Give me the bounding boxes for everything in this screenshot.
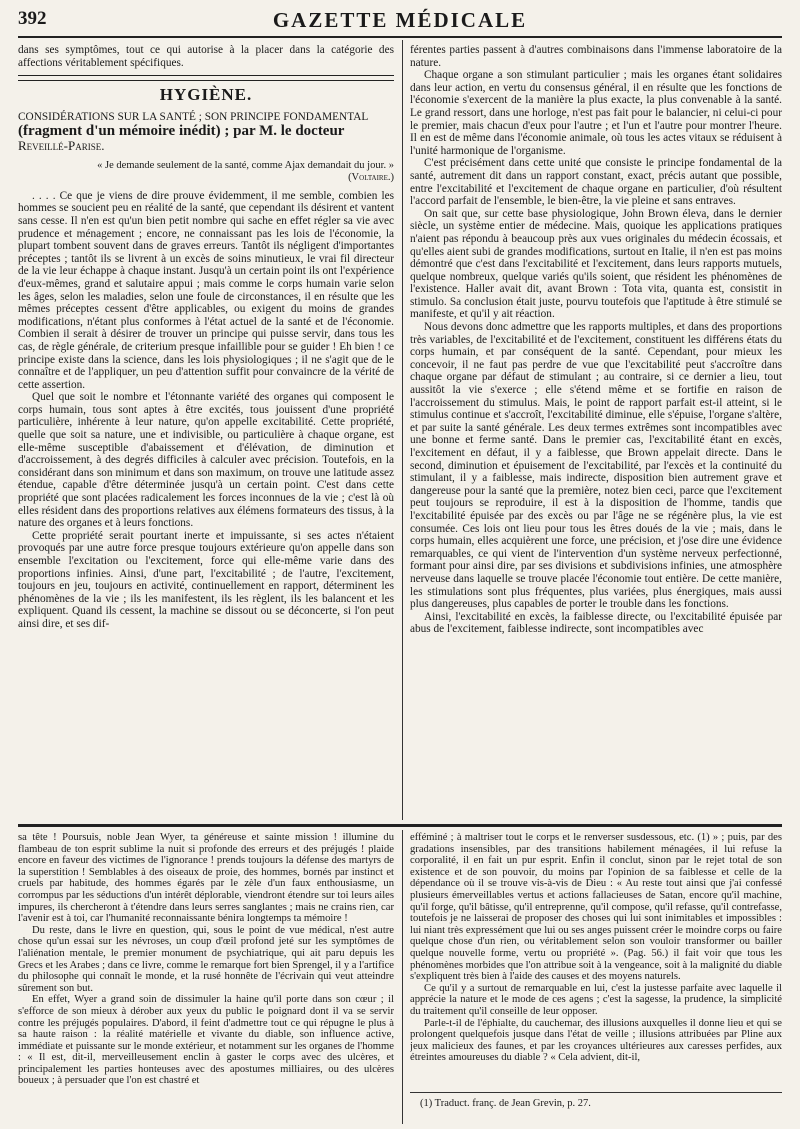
feuilleton-paragraph: Ce qu'il y a surtout de remarquable en lui, c'est la justesse parfaite avec laquelle il apprécie la nature et le mode de ces agens ; c'est la sagesse, la prudence, la simplicité du traitement qu'il conseille de leur opposer. — [410, 982, 782, 1017]
feuilleton-paragraph: Parle-t-il de l'éphialte, du cauchemar, des illusions auxquelles il donne lieu et qui se prolongent quelquefois jusque dans l'état de veille ; illusions attribuées par Pline aux jeux malicieux des faunes, et par les croyances ultérieures aux caresses perfides, aux étreintes amoureuses du diable ? « Cela advient, dit-il, — [410, 1017, 782, 1064]
article-title — [18, 110, 394, 154]
article-paragraph: férentes parties passent à d'autres combinaisons dans l'immense laboratoire de la nature. — [410, 44, 782, 69]
epigraph-source: (Voltaire.) — [348, 171, 394, 183]
footnote-rule — [410, 1092, 782, 1093]
column-divider-top — [402, 40, 403, 820]
bottom-left-column — [18, 832, 394, 1124]
article-paragraph: C'est précisément dans cette unité que consiste le principe fondamental de la santé, autrement dit dans un rapport constant, exact, précis autant que possible, entre l'excitabilité et l'excitement de chaque organe en particulier, d'où résultent l'accord parfait de l'ensemble, le bien-être, la vie pleine et sans entraves. — [410, 157, 782, 208]
intro-paragraph: dans ses symptômes, tout ce qui autorise à la placer dans la catégorie des affections véritablement spécifiques. — [18, 44, 394, 69]
article-paragraph: On sait que, sur cette base physiologique, John Brown éleva, dans le dernier siècle, un système entier de médecine. Mais, quoique les applications pratiques n'aient pas répondu à beaucoup près aux vues originales du médecin écossais, et qu'elles aient subi de grandes modifications, surtout en Italie, il n'en est pas moins démontré que c'est dans l'excitabilité et l'excitement, dans leurs rapports mutuels, quelque nombreux, quelque variés qu'ils soient, que résident les phénomènes de l'existence. Haller avait dit, avant Brown : Tota vita, quanta est, consistit in stimulo. Sa conclusion était juste, pourvu toutefois que l'aptitude à être stimulé se manifeste, et qu'il y ait réaction. — [410, 207, 782, 321]
article-paragraph: Nous devons donc admettre que les rapports multiples, et dans des proportions très variables, de l'excitabilité et de l'excitement, constituent les différens états du corps humain, et par conséquent de la santé. Cependant, pour mieux les concevoir, il ne faut pas perdre de vue que l'excitabilité peut s'accroître dans chaque organe par défaut de stimulant ; au contraire, si ce dernier a lieu, tout aussitôt la vie s'exerce ; elle s'étend même et se fortifie en raison de l'accroissement du stimulus. Mais, le point de rapport parfait est-il atteint, si le stimulus continue et s'accroît, l'excitabilité diminue, elle s'épuise, l'organe s'altère, et par suite la santé générale. Les deux termes extrêmes sont incompatibles avec une bonne et ferme santé. Dans le premier cas, l'excitabilité étant en excès, l'excitement en défaut, il y a faiblesse, que Brown appelait directe. Dans le second, diminution et épuisement de l'excitabilité, par l'excès et la continuité du stimulant, il y a faiblesse, mais indirecte, disposition bien autrement grave et dangereuse pour la santé que la première, notez bien ceci, parce que l'excitement peut toujours se reproduire, il est à la disposition de l'homme, tandis que l'excitabilité épuisée par des excès ou par l'âge ne se régénère plus, la vie est consumée. Ces lois ont lieu pour tous les êtres doués de la vie ; mais, dans le corps humain, elles acquièrent une force, une précision, et j'ose dire une évidence remarquables, ce qui vient de l'intervention d'un système nerveux perfectionné, formant pour ainsi dire, par ses divisions et subdivisions infinies, une atmosphère nerveuse dans laquelle se trouve placée l'économie tout entière. De cette manière, les stimulations sont plus fréquentes, plus variées, plus énergiques, mais aussi plus dangereuses, plus capables de porter le trouble dans les fonctions. — [410, 321, 782, 611]
top-left-column — [18, 44, 394, 820]
column-divider-bottom — [402, 830, 403, 1124]
epigraph-text: « Je demande seulement de la santé, comme Ajax demandait du jour. » — [97, 159, 394, 171]
section-title: HYGIÈNE. — [159, 85, 253, 105]
article-paragraph: Cette propriété serait pourtant inerte et impuissante, si ses actes n'étaient provoqués par une autre force presque toujours extérieure qu'on appelle dans son ensemble l'excitation ou l'excitement, force qui elle-même varie dans des proportions infinies. Ainsi, d'une part, l'excitabilité ; de l'autre, l'excitement, toujours en jeu, toujours en activité, continuellement en rapport, déterminent les phénomènes de la vie ; ils les manifestent, ils les règlent, ils les balancent et les expliquent. Quand ils cessent, la machine se dissout ou se déconcerte, si l'on peut ainsi dire, et ses dif- — [18, 529, 394, 630]
top-right-column — [410, 44, 782, 820]
section-rule — [18, 75, 394, 81]
header-rule — [18, 36, 782, 38]
epigraph — [18, 160, 394, 184]
footnote: (1) Traduct. franç. de Jean Grevin, p. 27. — [420, 1098, 591, 1109]
feuilleton-paragraph: sa tête ! Poursuis, noble Jean Wyer, ta généreuse et sainte mission ! illumine du flambeau de ton esprit sublime la nuit si profonde des erreurs et des préjugés ! plaide encore en faveur des victimes de l'ignorance ! prends toujours la défense des martyrs de la superstition ! Semblables à des oiseaux de proie, des hommes, bornés par instinct et cruels par habitude, des hommes égarés par le zèle d'un faux enthousiasme, un corrompus par les séductions d'un intérêt déplorable, viendront étendre sur toi leurs ailes impures, ils chercheront à t'étendre dans leurs serres sanglantes ; mais ne crains rien, car l'avenir est à toi, car l'humanité reconnaissante bénira longtemps ta mémoire ! — [18, 832, 394, 925]
article-paragraph: Ainsi, l'excitabilité en excès, la faiblesse directe, ou l'excitabilité épuisée par abus de l'excitement, faiblesse indirecte, sont incompatibles avec — [410, 610, 782, 636]
article-title-small: CONSIDÉRATIONS SUR LA SANTÉ ; SON PRINCIPE FONDAMENTAL — [18, 110, 369, 123]
page-number: 392 — [18, 8, 47, 29]
feuilleton-rule — [18, 824, 782, 827]
feuilleton-paragraph: En effet, Wyer a grand soin de dissimuler la haine qu'il porte dans son cœur ; il s'efforce de son mieux à dérober aux yeux du public le poignard dont il va se servir contre les préjugés populaires. D'abord, il feint d'admettre tout ce qui répugne le plus à sa haute raison : la réalité matérielle et vivante du diable, son influence active, immédiate et puissante sur le monde extérieur, et notamment sur les organes de l'homme : « Il est, dit-il, merveilleusement enclin à gaster le corps avec des ulcères, et principalement les parties honteuses avec des apostumes milliaires, ou des ulcères boueux ; à persuader que l'on est chastré et — [18, 994, 394, 1087]
journal-title: GAZETTE MÉDICALE — [272, 8, 528, 32]
article-paragraph: . . . . Ce que je viens de dire prouve évidemment, il me semble, combien les hommes se soucient peu en réalité de la santé, que cependant ils désirent et vantent sans cesse. Il n'en est qu'un bien petit nombre qui sache en effet régler sa vie avec prudence et ménagement ; encore, ne connaissant pas les lois de l'économie, la plupart tombent souvent dans de graves erreurs. Tantôt ils négligent d'importantes préceptes ; tantôt ils se livrent à un excès de soins minutieux, le vrai fil directeur de la vie leur échappe à chaque instant. Jusqu'à un certain point ils ont l'expérience d'eux-mêmes, grand et salutaire appui ; mais comme le corps humain varie selon les âges, selon les maladies, selon une foule de circonstances, il en résulte que les mêmes préceptes cessent d'être applicables, ou exigent du moins de grandes modifications, n'étant plus conformes à l'état actuel de la santé et de l'économie. Combien il serait à désirer de trouver un principe qui puisse servir, dans tous les cas, de règle générale, de criterium presque infaillible pour se guider ! Eh bien ! ce principe existe dans la science, dans les lois physiologiques ; il ne s'agit que de le connaître et de l'appliquer, un peu d'attention suffit pour convaincre de la vérité de cette assertion. — [18, 189, 394, 391]
feuilleton-paragraph: efféminé ; à maltriser tout le corps et le renverser susdessous, etc. (1) » ; puis, par des gradations insensibles, par des transitions habilement ménagées, il lui refuse la corporalité, il en fait un pur esprit. Enfin il conclut, sinon par le rejet total de son existence et de son pouvoir, du moins par l'opinion de sa faiblesse et celle de la dépendance où il se trouve vis-à-vis de Dieu : « Au reste tout ainsi que j'ai confessé plusieurs émerveillables vertus et actions fallacieuses de Satan, encore qu'il machine, qu'il forge, qu'il bâtisse, qu'il entreprenne, qu'il compose, qu'il refasse, qu'il contrefasse, toutefois je ne laisserai de proposer des choses qui lui sont inimitables et impossibles : lui niant très expressément que lui ou ses anges puissent créer le moindre corps ou faire quelque chose d'un rien, ou véritablement selon son vouloir transformer ou bailler quelque nouvelle forme, vertu ou propriété ». (Pag. 56.) il fait voir que tous les phénomènes morbides que l'on attribue soit à la vengeance, soit à la malignité du diable s'expliquent très bien à l'aide des causes et des moyens naturels. — [410, 832, 782, 983]
bottom-right-column — [410, 832, 782, 1084]
article-paragraph: Quel que soit le nombre et l'étonnante variété des organes qui composent le corps humain, tous sont aptes à être excités, tous jouissent d'une propriété particulière, inhérente à leur nature, qu'on appelle excitabilité. Cette propriété, quelle que soit sa nature, une et indivisible, ou particulière à chaque organe, est elle-même susceptible d'abaissement et d'élévation, de diminution et d'accroissement, à des degrés difficiles à calculer avec précision. Toutefois, en la considérant dans son minimum et dans son maximum, on trouve une latitude assez étendue, capable d'être déterminée jusqu'à un certain point. C'est dans cette propriété que sont placées radicalement les forces inconnues de la vie ; c'est là où elles résident dans des proportions relatives aux élémens formateurs des tissus, à la nature des organes et à leurs fonctions. — [18, 391, 394, 530]
article-author: Reveillé-Parise. — [18, 137, 105, 153]
article-paragraph: Chaque organe a son stimulant particulier ; mais les organes étant solidaires dans leur action, en vertu du consensus général, il en résulte que les fonctions de l'économie s'exercent de la manière la plus exacte, la plus convenable à la santé. Le grand ressort, dans une horloge, n'est pas fait pour le balancier, ni celui-ci pour le premier, mais chacun d'eux pour l'autre ; et l'un et l'autre pour montrer l'heure. Il en est de même dans l'économie animale, où tous les actes vitaux se réduisent à l'unité harmonique de l'organisme. — [410, 69, 782, 157]
page-header — [18, 6, 782, 32]
feuilleton-paragraph: Du reste, dans le livre en question, qui, sous le point de vue médical, n'est autre chose qu'un essai sur les névroses, un coup d'œil profond jeté sur les symptômes de l'aliénation mentale, le premier monument de psychiatrique, qui ait paru depuis les Grecs et les Arabes ; dans ce livre, comme le remarque fort bien Sprengel, il y a l'artifice du philosophe qui connaît le monde, et la rusé honnête de l'écrivain qui veut atteindre sûrement son but. — [18, 924, 394, 994]
article-title-big: (fragment d'un mémoire inédit) ; par M. le docteur — [18, 122, 345, 139]
